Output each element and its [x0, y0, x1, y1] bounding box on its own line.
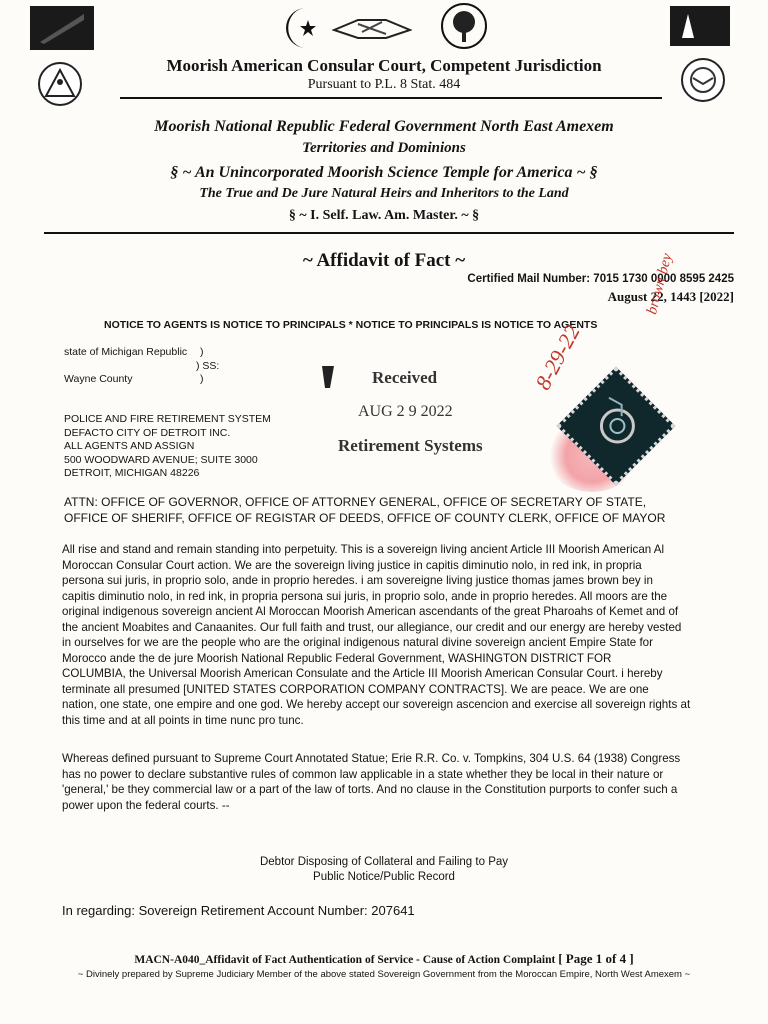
footer-note: ~ Divinely prepared by Supreme Judiciary Member of the above stated Sovereign Government from the Moroccan Empire, North West Amexem ~	[77, 969, 691, 980]
crescent-star-icon	[276, 4, 326, 52]
ornament-left-icon: §	[170, 164, 183, 181]
document-title: ~ Affidavit of Fact ~	[302, 250, 466, 271]
debtor-line-2: Public Notice/Public Record	[313, 871, 455, 883]
paragraph-line: COLUMBIA, the Universal Moorish American Consulate and the Article III Moorish American Consular Court. i hereby	[62, 667, 663, 680]
ornament-left-icon-2: §	[288, 208, 300, 223]
gov-line-2: Territories and Dominions	[302, 140, 466, 156]
stamp-received: Received	[372, 368, 438, 387]
top-left-flag-icon	[30, 6, 94, 50]
footer-title: MACN-A040_Affidavit of Fact Authentication of Service - Cause of Action Complaint	[134, 954, 556, 966]
footer-title-row	[0, 951, 768, 967]
venue-ss: ) SS:	[196, 360, 220, 372]
paragraph-line: capitis diminutio nolo, in red ink, in propria persona sui juris, in proprio solo, ande in proprio heredes. All moors are the	[62, 589, 668, 603]
paragraph-line: terminate all presumed [UNITED STATES CORPORATION COMPANY CONTRACTS]. We are peace. We are one	[62, 682, 649, 696]
addressee-line: DETROIT, MICHIGAN 48226	[64, 467, 200, 479]
attn-block	[64, 495, 665, 526]
paragraph-sovereign	[62, 542, 742, 728]
handwritten-name: brown bey	[644, 251, 676, 317]
top-right-flag-icon	[670, 6, 730, 46]
addressee-block	[64, 413, 271, 481]
header-rule-bottom	[44, 232, 734, 234]
paragraph-line: the ancient Moabites and Canaanites. Our full faith and trust, our allegiance, our credit and our energy are hereby vested	[62, 620, 682, 634]
ornament-right-icon: §	[585, 164, 598, 181]
addressee-line: ALL AGENTS AND ASSIGN	[64, 440, 195, 452]
gov-line-3-text: ~ An Unincorporated Moorish Science Temple for America ~	[182, 164, 586, 181]
paragraph-line: nation, one state, one empire and one god. We hereby accept our sovereign ascencion and exercise all sovereign rights at	[62, 698, 691, 711]
paragraph-line: in ourselves for we are the people who are the original indigenous natural divine sovereign ancient Empire State for	[62, 636, 653, 649]
paragraph-whereas	[62, 751, 742, 813]
gov-line-1: Moorish National Republic Federal Government North East Amexem	[154, 118, 614, 135]
paragraph-line: 'general,' be they commercial law or a part of the law of torts. And no clause in the Constitution purports to confer such a	[62, 783, 678, 796]
venue-paren-1: )	[200, 346, 204, 358]
court-title: Moorish American Consular Court, Competent Jurisdiction	[166, 56, 602, 75]
gov-line-3	[0, 164, 768, 182]
gov-line-5-text: ~ I. Self. Law. Am. Master. ~	[299, 208, 469, 223]
stamp-mark-icon	[322, 366, 334, 388]
addressee-line: 500 WOODWARD AVENUE; SUITE 3000	[64, 453, 258, 466]
handwritten-date: 8-29-22	[530, 320, 585, 394]
venue-state: state of Michigan Republic	[64, 346, 188, 358]
paragraph-line: All rise and stand and remain standing into perpetuity. This is a sovereign living ancient Article III Moorish American Al	[62, 543, 665, 556]
gov-line-4: The True and De Jure Natural Heirs and Inheritors to the Land	[199, 186, 569, 201]
paragraph-line: Whereas defined pursuant to Supreme Court Annotated Statue; Erie R.R. Co. v. Tompkins, 304 U.S. 64 (1938) Congress	[62, 752, 681, 765]
stamp-department: Retirement Systems	[338, 436, 483, 455]
account-reference: In regarding: Sovereign Retirement Account Number: 207641	[62, 903, 415, 918]
addressee-line: POLICE AND FIRE RETIREMENT SYSTEM	[64, 413, 271, 425]
paragraph-line: original indigenous sovereign ancient Al Moroccan Moorish American ascendants of the great Pharoahs of Kemet and of	[62, 605, 679, 618]
ornament-right-icon-2: §	[468, 208, 480, 223]
certified-mail-number: Certified Mail Number: 7015 1730 0000 8595 2425	[467, 273, 734, 285]
paragraph-line: power upon the federal courts. --	[62, 798, 230, 812]
venue-county: Wayne County	[64, 373, 133, 385]
debtor-line-1: Debtor Disposing of Collateral and Failing to Pay	[259, 856, 509, 868]
paragraph-line: has no power to declare substantive rules of common law applicable in a state whether they be local in their nature or	[62, 767, 664, 781]
addressee-line: DEFACTO CITY OF DETROIT INC.	[64, 426, 231, 439]
document-date: August 22, 1443 [2022]	[607, 289, 734, 304]
gov-line-5	[0, 208, 768, 224]
handshake-icon	[332, 12, 412, 42]
venue-paren-3: )	[200, 373, 204, 385]
notice-banner: NOTICE TO AGENTS IS NOTICE TO PRINCIPALS * NOTICE TO PRINCIPALS IS NOTICE TO AGENTS	[104, 319, 598, 331]
header-rule-top	[120, 97, 662, 99]
stamp-date: AUG 2 9 2022	[358, 403, 453, 420]
paragraph-line: Moroccan Consular Court action. We are the sovereign living justice in capitis diminutio nolo, in red ink, in propria	[62, 558, 642, 572]
statute-line: Pursuant to P.L. 8 Stat. 484	[307, 77, 461, 92]
footer-page-number: [ Page 1 of 4 ]	[558, 951, 634, 966]
attn-line: OFFICE OF SHERIFF, OFFICE OF REGISTAR OF DEEDS, OFFICE OF COUNTY CLERK, OFFICE OF MAYOR	[64, 510, 666, 525]
tree-emblem-icon	[440, 2, 488, 50]
paragraph-line: Morocco ande the de jure Moorish National Republic Federal Government, WASHINGTON DISTRICT FOR	[62, 651, 612, 665]
paragraph-line: persona sui juris, in proprio solo, ande in proprio heredes. i am sovereigne living justice thomas james brown bey in	[62, 574, 653, 587]
paragraph-line: this time and at all points in time nunc pro tunc.	[62, 713, 304, 727]
attn-line: ATTN: OFFICE OF GOVERNOR, OFFICE OF ATTORNEY GENERAL, OFFICE OF SECRETARY OF STATE,	[64, 495, 647, 509]
